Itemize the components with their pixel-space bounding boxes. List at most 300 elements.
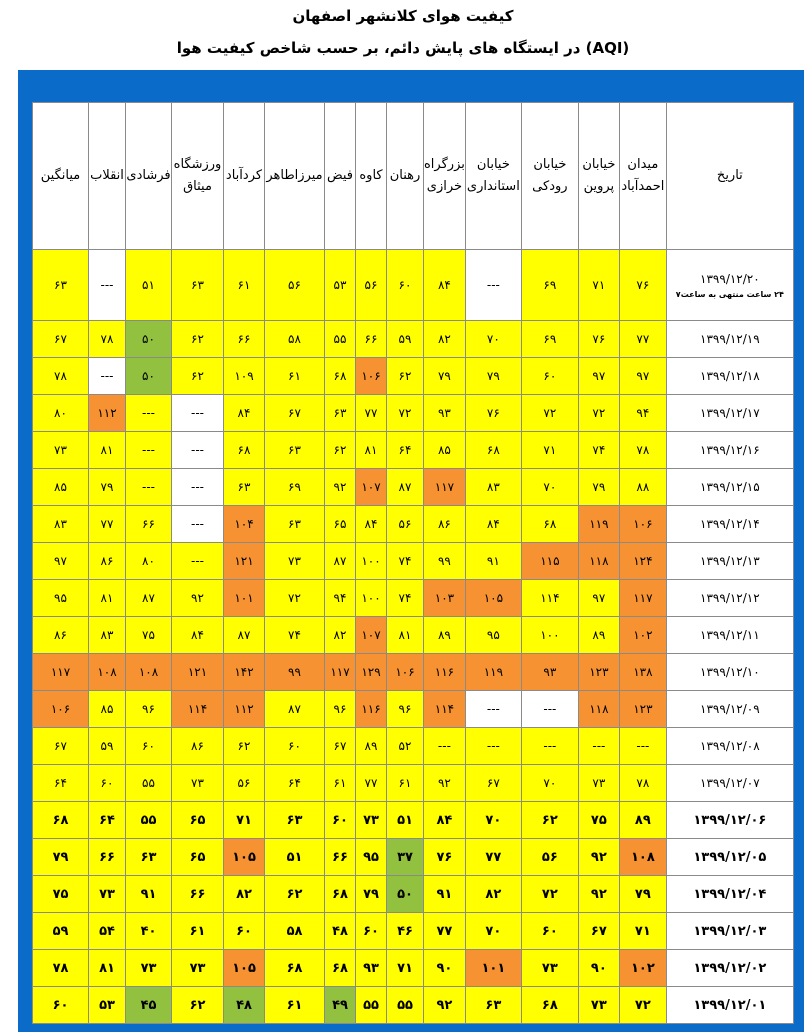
aqi-cell: ---: [172, 432, 224, 469]
aqi-cell: ۸۶: [172, 728, 224, 765]
aqi-cell: ۸۰: [126, 543, 172, 580]
aqi-cell: ۶۸: [325, 876, 356, 913]
table-row: [33, 839, 794, 876]
aqi-cell: ۶۰: [224, 913, 265, 950]
aqi-cell: ۶۲: [172, 987, 224, 1024]
aqi-cell: ۸۷: [387, 469, 424, 506]
date-cell: [666, 802, 793, 839]
aqi-cell: ۷۳: [521, 950, 578, 987]
aqi-cell: ۸۹: [356, 728, 387, 765]
date-text: ۱۳۹۹/۱۲/۰۵: [693, 849, 767, 865]
aqi-cell: ۱۱۷: [33, 654, 89, 691]
aqi-cell: ۷۸: [619, 765, 666, 802]
aqi-cell: ---: [126, 469, 172, 506]
aqi-cell: ۸۱: [356, 432, 387, 469]
aqi-cell: ۹۱: [126, 876, 172, 913]
aqi-cell: ۹۲: [578, 876, 619, 913]
header-cell: میدان احمدآباد: [619, 103, 666, 250]
aqi-cell: ۷۶: [465, 395, 521, 432]
aqi-cell: ۷۰: [465, 913, 521, 950]
aqi-cell: ۹۲: [578, 839, 619, 876]
header-cell: میرزاطاهر: [265, 103, 325, 250]
aqi-cell: ۹۰: [424, 950, 466, 987]
table-row: [33, 691, 794, 728]
aqi-cell: ۷۱: [521, 432, 578, 469]
aqi-cell: ۷۱: [619, 913, 666, 950]
aqi-cell: ۱۰۴: [224, 506, 265, 543]
table-row: [33, 987, 794, 1024]
aqi-cell: ۷۱: [387, 950, 424, 987]
page-subtitle: در ایستگاه های پایش دائم، بر حسب شاخص کیفیت هوا (AQI): [176, 39, 630, 57]
aqi-cell: ۷۲: [619, 987, 666, 1024]
aqi-cell: ۶۴: [387, 432, 424, 469]
aqi-cell: ۶۳: [265, 432, 325, 469]
aqi-cell: ۹۷: [33, 543, 89, 580]
aqi-cell: ۷۶: [578, 321, 619, 358]
aqi-cell: ۶۸: [325, 358, 356, 395]
date-cell: [666, 876, 793, 913]
aqi-cell: ۸۷: [325, 543, 356, 580]
aqi-cell: ۱۰۰: [521, 617, 578, 654]
aqi-cell: ۵۵: [356, 987, 387, 1024]
date-cell: [666, 250, 793, 321]
aqi-cell: ۸۴: [224, 395, 265, 432]
aqi-cell: ۶۶: [325, 839, 356, 876]
aqi-cell: ۶۰: [521, 358, 578, 395]
aqi-cell: ۶۰: [521, 913, 578, 950]
aqi-cell: ۶۳: [325, 395, 356, 432]
aqi-cell: ۹۹: [265, 654, 325, 691]
aqi-cell: ۷۴: [578, 432, 619, 469]
aqi-cell: ۱۱۸: [578, 543, 619, 580]
aqi-cell: ۶۳: [126, 839, 172, 876]
date-text: ۱۳۹۹/۱۲/۱۳: [700, 554, 760, 568]
aqi-cell: ۸۷: [126, 580, 172, 617]
aqi-cell: ۶۳: [224, 469, 265, 506]
table-row: [33, 580, 794, 617]
aqi-cell: ۸۹: [424, 617, 466, 654]
aqi-cell: ۱۱۲: [224, 691, 265, 728]
aqi-cell: ۹۶: [126, 691, 172, 728]
aqi-cell: ۶۸: [325, 950, 356, 987]
header-cell: تاریخ: [666, 103, 793, 250]
aqi-cell: ۱۰۸: [126, 654, 172, 691]
aqi-cell: ۶۱: [387, 765, 424, 802]
date-text: ۱۳۹۹/۱۲/۱۷: [700, 406, 760, 420]
aqi-cell: ۶۸: [465, 432, 521, 469]
date-cell: [666, 691, 793, 728]
aqi-cell: ۸۲: [224, 876, 265, 913]
date-cell: [666, 432, 793, 469]
aqi-cell: ۶۸: [265, 950, 325, 987]
aqi-cell: ۵۶: [356, 250, 387, 321]
aqi-cell: ۶۵: [325, 506, 356, 543]
aqi-cell: ۹۷: [619, 358, 666, 395]
aqi-cell: ۵۴: [89, 913, 126, 950]
aqi-cell: ۶۷: [578, 913, 619, 950]
aqi-cell: ۵۳: [89, 987, 126, 1024]
date-cell: [666, 913, 793, 950]
aqi-cell: ۱۲۱: [224, 543, 265, 580]
aqi-cell: ۶۰: [33, 987, 89, 1024]
aqi-cell: ---: [172, 469, 224, 506]
aqi-cell: ۱۰۲: [619, 950, 666, 987]
aqi-cell: ۸۴: [172, 617, 224, 654]
aqi-cell: ۱۰۱: [465, 950, 521, 987]
aqi-cell: ۶۸: [33, 802, 89, 839]
aqi-cell: ۶۴: [265, 765, 325, 802]
date-cell: [666, 321, 793, 358]
aqi-cell: ۷۳: [33, 432, 89, 469]
aqi-cell: ۵۶: [224, 765, 265, 802]
aqi-cell: ۸۹: [619, 802, 666, 839]
aqi-cell: ۴۰: [126, 913, 172, 950]
aqi-cell: ۱۲۱: [172, 654, 224, 691]
aqi-cell: ۹۳: [356, 950, 387, 987]
aqi-cell: ۵۹: [89, 728, 126, 765]
aqi-cell: ۹۵: [356, 839, 387, 876]
aqi-cell: ۶۲: [387, 358, 424, 395]
aqi-cell: ۱۱۵: [521, 543, 578, 580]
aqi-cell: ۷۲: [578, 395, 619, 432]
aqi-cell: ۶۲: [325, 432, 356, 469]
aqi-cell: ---: [89, 250, 126, 321]
aqi-cell: ۸۲: [325, 617, 356, 654]
aqi-cell: ---: [172, 395, 224, 432]
aqi-cell: ۵۵: [387, 987, 424, 1024]
aqi-cell: ۸۹: [578, 617, 619, 654]
aqi-cell: ۹۱: [465, 543, 521, 580]
aqi-cell: ۷۷: [424, 913, 466, 950]
date-text: ۱۳۹۹/۱۲/۰۴: [693, 886, 767, 902]
aqi-cell: ۷۸: [33, 950, 89, 987]
date-text: ۱۳۹۹/۱۲/۱۹: [700, 332, 760, 346]
aqi-cell: ۵۰: [387, 876, 424, 913]
aqi-cell: ۷۳: [578, 765, 619, 802]
aqi-cell: ۶۰: [325, 802, 356, 839]
header-cell: فرشادی: [126, 103, 172, 250]
date-text: ۱۳۹۹/۱۲/۱۸: [700, 369, 760, 383]
date-cell: [666, 654, 793, 691]
aqi-cell: ---: [126, 395, 172, 432]
aqi-cell: ۶۳: [465, 987, 521, 1024]
aqi-cell: ۵۵: [126, 802, 172, 839]
aqi-cell: ---: [465, 728, 521, 765]
aqi-cell: ۷۳: [172, 950, 224, 987]
aqi-cell: ۴۵: [126, 987, 172, 1024]
date-text: ۱۳۹۹/۱۲/۰۷: [700, 776, 760, 790]
aqi-cell: ۱۰۶: [33, 691, 89, 728]
aqi-cell: ۶۳: [33, 250, 89, 321]
aqi-cell: ۸۴: [465, 506, 521, 543]
table-row: [33, 321, 794, 358]
aqi-cell: ۶۰: [126, 728, 172, 765]
aqi-cell: ۷۹: [465, 358, 521, 395]
table-row: [33, 543, 794, 580]
aqi-cell: ۶۸: [224, 432, 265, 469]
aqi-cell: ۹۵: [465, 617, 521, 654]
header-row: [33, 103, 794, 250]
aqi-cell: ۸۲: [465, 876, 521, 913]
aqi-cell: ۱۴۲: [224, 654, 265, 691]
date-text: ۱۳۹۹/۱۲/۱۴: [700, 517, 760, 531]
aqi-cell: ۹۳: [521, 654, 578, 691]
aqi-cell: ۷۷: [619, 321, 666, 358]
aqi-cell: ۱۱۷: [619, 580, 666, 617]
table-row: [33, 654, 794, 691]
date-cell: [666, 839, 793, 876]
aqi-cell: ۸۱: [89, 950, 126, 987]
aqi-cell: ---: [89, 358, 126, 395]
aqi-cell: ---: [424, 728, 466, 765]
aqi-cell: ۷۷: [356, 765, 387, 802]
aqi-cell: ۶۶: [126, 506, 172, 543]
aqi-cell: ۱۱۹: [465, 654, 521, 691]
aqi-cell: ۹۶: [325, 691, 356, 728]
aqi-cell: ۱۱۴: [521, 580, 578, 617]
aqi-cell: ۹۳: [424, 395, 466, 432]
aqi-cell: ۹۷: [578, 358, 619, 395]
table-row: [33, 876, 794, 913]
aqi-cell: ۷۹: [33, 839, 89, 876]
aqi-cell: ۷۷: [356, 395, 387, 432]
header-cell: کردآباد: [224, 103, 265, 250]
aqi-cell: ۵۱: [265, 839, 325, 876]
aqi-cell: ۷۷: [89, 506, 126, 543]
aqi-cell: ۹۲: [424, 987, 466, 1024]
aqi-cell: ۱۱۷: [325, 654, 356, 691]
aqi-cell: ۶۳: [172, 250, 224, 321]
aqi-cell: ۹۴: [619, 395, 666, 432]
aqi-cell: ۱۱۶: [356, 691, 387, 728]
header-cell: فیض: [325, 103, 356, 250]
aqi-cell: ۸۷: [265, 691, 325, 728]
aqi-cell: ---: [465, 691, 521, 728]
aqi-cell: ۹۵: [33, 580, 89, 617]
date-cell: [666, 950, 793, 987]
aqi-cell: ۷۲: [265, 580, 325, 617]
date-note: ۲۴ ساعت منتهی به ساعت۷: [675, 289, 784, 299]
table-row: [33, 802, 794, 839]
aqi-cell: ۶۶: [172, 876, 224, 913]
aqi-cell: ۱۰۶: [619, 506, 666, 543]
aqi-cell: ۷۳: [126, 950, 172, 987]
aqi-cell: ۶۰: [356, 913, 387, 950]
aqi-cell: ۱۲۹: [356, 654, 387, 691]
aqi-cell: ۷۰: [521, 765, 578, 802]
date-cell: [666, 617, 793, 654]
aqi-cell: ۸۶: [33, 617, 89, 654]
table-row: [33, 765, 794, 802]
date-text: ۱۳۹۹/۱۲/۰۱: [693, 997, 767, 1013]
aqi-cell: ۸۱: [387, 617, 424, 654]
date-text: ۱۳۹۹/۱۲/۰۸: [700, 739, 760, 753]
date-cell: [666, 543, 793, 580]
aqi-cell: ۸۳: [89, 617, 126, 654]
aqi-cell: ۵۵: [126, 765, 172, 802]
aqi-cell: ۶۵: [172, 802, 224, 839]
aqi-cell: ۵۶: [521, 839, 578, 876]
aqi-cell: ۱۲۳: [619, 691, 666, 728]
aqi-cell: ۴۹: [325, 987, 356, 1024]
aqi-cell: ۱۰۸: [619, 839, 666, 876]
date-cell: [666, 469, 793, 506]
aqi-cell: ۹۱: [424, 876, 466, 913]
aqi-cell: ۸۴: [424, 802, 466, 839]
aqi-cell: ۸۲: [424, 321, 466, 358]
aqi-cell: ---: [521, 691, 578, 728]
table-row: [33, 395, 794, 432]
aqi-cell: ۵۵: [325, 321, 356, 358]
aqi-cell: ۱۱۲: [89, 395, 126, 432]
aqi-cell: ---: [578, 728, 619, 765]
aqi-cell: ۱۳۸: [619, 654, 666, 691]
aqi-cell: ۶۷: [325, 728, 356, 765]
aqi-cell: ۸۵: [89, 691, 126, 728]
date-cell: [666, 580, 793, 617]
aqi-cell: ۷۶: [619, 250, 666, 321]
date-text: ۱۳۹۹/۱۲/۱۲: [700, 591, 760, 605]
aqi-cell: ---: [521, 728, 578, 765]
table-row: [33, 950, 794, 987]
aqi-cell: ۵۱: [387, 802, 424, 839]
aqi-cell: ۷۳: [172, 765, 224, 802]
aqi-cell: ۷۳: [89, 876, 126, 913]
aqi-cell: ۷۳: [578, 987, 619, 1024]
aqi-cell: ۷۹: [619, 876, 666, 913]
aqi-table: [32, 102, 794, 1024]
date-text: ۱۳۹۹/۱۲/۱۱: [700, 628, 760, 642]
aqi-cell: ۶۷: [33, 321, 89, 358]
aqi-cell: ۵۶: [265, 250, 325, 321]
aqi-cell: ۶۵: [172, 839, 224, 876]
date-text: ۱۳۹۹/۱۲/۰۳: [693, 923, 767, 939]
aqi-cell: ۵۲: [387, 728, 424, 765]
aqi-cell: ۱۰۰: [356, 580, 387, 617]
aqi-cell: ۹۲: [172, 580, 224, 617]
aqi-cell: ۶۷: [265, 395, 325, 432]
aqi-cell: ۸۴: [424, 250, 466, 321]
date-text: ۱۳۹۹/۱۲/۱۶: [700, 443, 760, 457]
aqi-cell: ---: [126, 432, 172, 469]
aqi-cell: ۷۲: [521, 395, 578, 432]
aqi-cell: ۸۳: [465, 469, 521, 506]
aqi-cell: ۷۸: [33, 358, 89, 395]
aqi-cell: ۹۰: [578, 950, 619, 987]
aqi-cell: ۱۰۲: [619, 617, 666, 654]
aqi-cell: ۴۸: [224, 987, 265, 1024]
date-cell: [666, 728, 793, 765]
aqi-cell: ۶۰: [265, 728, 325, 765]
aqi-cell: ۸۷: [224, 617, 265, 654]
table-row: [33, 358, 794, 395]
page-title: کیفیت هوای کلانشهر اصفهان: [292, 7, 514, 25]
date-text: ۱۳۹۹/۱۲/۲۰: [700, 271, 760, 286]
aqi-cell: ۱۰۶: [356, 358, 387, 395]
aqi-cell: ۷۷: [465, 839, 521, 876]
aqi-cell: ۶۹: [521, 321, 578, 358]
aqi-cell: ۸۴: [356, 506, 387, 543]
aqi-cell: ۸۱: [89, 432, 126, 469]
header-cell: رهنان: [387, 103, 424, 250]
aqi-cell: ۶۷: [465, 765, 521, 802]
aqi-cell: ۸۵: [33, 469, 89, 506]
aqi-cell: ۸۸: [619, 469, 666, 506]
aqi-cell: ۱۰۷: [356, 469, 387, 506]
aqi-cell: ۷۴: [387, 580, 424, 617]
table-row: [33, 506, 794, 543]
date-text: ۱۳۹۹/۱۲/۰۹: [700, 702, 760, 716]
aqi-cell: ۶۸: [521, 506, 578, 543]
aqi-cell: ۱۱۷: [424, 469, 466, 506]
aqi-cell: ۶۸: [521, 987, 578, 1024]
aqi-cell: ۷۱: [578, 250, 619, 321]
table-row: [33, 250, 794, 321]
table-row: [33, 913, 794, 950]
aqi-cell: ۷۳: [265, 543, 325, 580]
aqi-cell: ۵۶: [387, 506, 424, 543]
aqi-cell: ۶۲: [224, 728, 265, 765]
aqi-cell: ---: [172, 506, 224, 543]
table-row: [33, 432, 794, 469]
aqi-cell: ۸۳: [33, 506, 89, 543]
aqi-cell: ۷۰: [465, 321, 521, 358]
header-cell: خیابان استانداری: [465, 103, 521, 250]
aqi-cell: ۱۰۸: [89, 654, 126, 691]
aqi-cell: ۱۱۴: [172, 691, 224, 728]
aqi-cell: ۷۰: [465, 802, 521, 839]
aqi-cell: ۷۹: [356, 876, 387, 913]
aqi-cell: ۵۰: [126, 358, 172, 395]
aqi-cell: ۸۵: [424, 432, 466, 469]
aqi-cell: ۵۱: [126, 250, 172, 321]
aqi-cell: ۱۰۰: [356, 543, 387, 580]
aqi-cell: ۷۴: [265, 617, 325, 654]
aqi-cell: ۷۹: [89, 469, 126, 506]
aqi-cell: ۶۱: [224, 250, 265, 321]
aqi-cell: ۹۷: [578, 580, 619, 617]
aqi-cell: ۹۹: [424, 543, 466, 580]
date-cell: [666, 765, 793, 802]
aqi-cell: ۳۷: [387, 839, 424, 876]
aqi-cell: ۸۱: [89, 580, 126, 617]
aqi-cell: ۹۴: [325, 580, 356, 617]
aqi-cell: ---: [619, 728, 666, 765]
aqi-cell: ۶۰: [89, 765, 126, 802]
aqi-cell: ۶۳: [265, 802, 325, 839]
table-row: [33, 617, 794, 654]
date-text: ۱۳۹۹/۱۲/۱۰: [700, 665, 760, 679]
aqi-cell: ۶۲: [265, 876, 325, 913]
header-cell: ورزشگاه میثاق: [172, 103, 224, 250]
aqi-cell: ۶۰: [387, 250, 424, 321]
aqi-cell: ۹۲: [424, 765, 466, 802]
aqi-cell: ۶۹: [521, 250, 578, 321]
aqi-cell: ۶۷: [33, 728, 89, 765]
aqi-cell: ۱۰۱: [224, 580, 265, 617]
aqi-cell: ۷۲: [521, 876, 578, 913]
aqi-cell: ۱۲۳: [578, 654, 619, 691]
aqi-cell: ۶۶: [356, 321, 387, 358]
aqi-cell: ---: [465, 250, 521, 321]
aqi-cell: ۴۶: [387, 913, 424, 950]
aqi-cell: ۱۰۵: [224, 950, 265, 987]
aqi-cell: ۶۱: [265, 358, 325, 395]
aqi-cell: ۱۰۶: [387, 654, 424, 691]
aqi-cell: ۷۴: [387, 543, 424, 580]
aqi-cell: ۸۶: [89, 543, 126, 580]
aqi-cell: ۷۵: [33, 876, 89, 913]
